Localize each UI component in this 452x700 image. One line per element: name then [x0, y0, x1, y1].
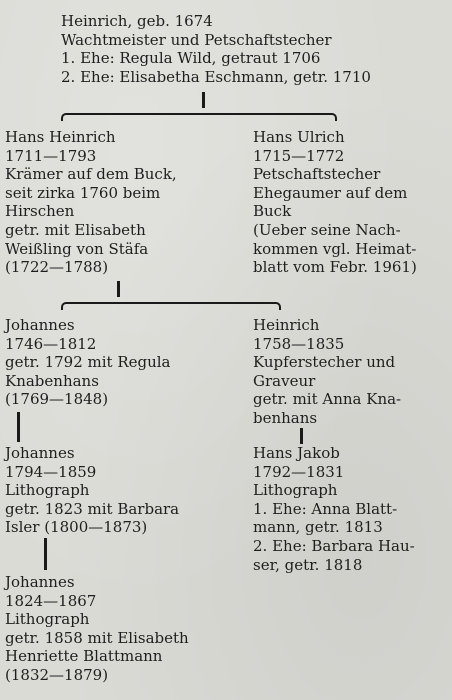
connector-vertical — [44, 538, 47, 570]
person-johannes-1794 — [5, 444, 179, 537]
person-dates: 1792—1831 — [253, 462, 345, 481]
person-marriage: getr. 1823 mit Barbara — [5, 499, 180, 518]
connector-vertical — [117, 281, 120, 297]
person-johannes-1824 — [5, 573, 189, 685]
person-marriage: benhans — [253, 408, 318, 427]
person-marriage: getr. mit Elisabeth — [5, 220, 146, 239]
person-detail: seit zirka 1760 beim — [5, 183, 161, 202]
person-detail: Ehegaumer auf dem — [253, 183, 408, 202]
person-occupation: Wachtmeister und Petschaftstecher — [61, 30, 332, 49]
person-marriage: getr. mit Anna Kna- — [253, 390, 402, 409]
person-hans-heinrich — [5, 128, 177, 277]
person-heinrich-1674 — [61, 12, 371, 86]
person-marriage-1: 1. Ehe: Anna Blatt- — [253, 499, 398, 518]
person-dates: 1746—1812 — [5, 334, 97, 353]
connector-vertical — [300, 428, 303, 444]
person-dates: 1758—1835 — [253, 334, 345, 353]
person-dates: 1824—1867 — [5, 591, 97, 610]
person-detail: Lithograph — [5, 481, 90, 500]
person-heinrich-1758 — [253, 316, 401, 428]
person-marriage-2: ser, getr. 1818 — [253, 555, 363, 574]
person-spouse-dates: (1722—1788) — [5, 258, 109, 277]
person-spouse-dates: (1769—1848) — [5, 390, 109, 409]
person-name: Johannes — [5, 316, 75, 334]
connector-vertical — [17, 412, 20, 442]
person-marriage-2: 2. Ehe: Elisabetha Eschmann, getr. 1710 — [61, 67, 371, 86]
connector-bracket — [61, 302, 281, 310]
person-marriage: getr. 1792 mit Regula — [5, 353, 171, 372]
person-marriage-1: 1. Ehe: Regula Wild, getraut 1706 — [61, 49, 321, 68]
person-detail: Lithograph — [253, 481, 338, 500]
person-name: Heinrich, geb. 1674 — [61, 12, 213, 30]
person-detail: Kupferstecher und — [253, 353, 396, 372]
person-note: kommen vgl. Heimat- — [253, 239, 417, 258]
person-marriage-2: 2. Ehe: Barbara Hau- — [253, 536, 415, 555]
person-name: Hans Jakob — [253, 444, 340, 462]
person-name: Heinrich — [253, 316, 320, 334]
person-marriage: Henriette Blattmann — [5, 647, 163, 666]
person-detail: Petschaftstecher — [253, 165, 381, 184]
person-dates: 1711—1793 — [5, 146, 97, 165]
person-johannes-1746 — [5, 316, 171, 409]
person-spouse-dates: (1832—1879) — [5, 665, 109, 684]
person-detail: Buck — [253, 202, 292, 221]
person-marriage: getr. 1858 mit Elisabeth — [5, 628, 189, 647]
person-marriage: Weißling von Stäfa — [5, 239, 149, 258]
connector-vertical — [202, 92, 205, 108]
person-detail: Hirschen — [5, 202, 75, 221]
person-hans-jakob — [253, 444, 415, 574]
person-marriage-1: mann, getr. 1813 — [253, 518, 383, 537]
person-hans-ulrich — [253, 128, 417, 277]
person-detail: Krämer auf dem Buck, — [5, 165, 177, 184]
person-name: Hans Heinrich — [5, 128, 116, 146]
person-name: Johannes — [5, 444, 75, 462]
person-name: Johannes — [5, 573, 75, 591]
person-note: blatt vom Febr. 1961) — [253, 258, 417, 277]
person-detail: Lithograph — [5, 610, 90, 629]
person-name: Hans Ulrich — [253, 128, 345, 146]
person-marriage: Knabenhans — [5, 371, 99, 390]
person-marriage: Isler (1800—1873) — [5, 518, 148, 537]
connector-bracket — [61, 113, 337, 121]
person-note: (Ueber seine Nach- — [253, 220, 401, 239]
person-dates: 1794—1859 — [5, 462, 97, 481]
person-detail: Graveur — [253, 371, 316, 390]
person-dates: 1715—1772 — [253, 146, 345, 165]
